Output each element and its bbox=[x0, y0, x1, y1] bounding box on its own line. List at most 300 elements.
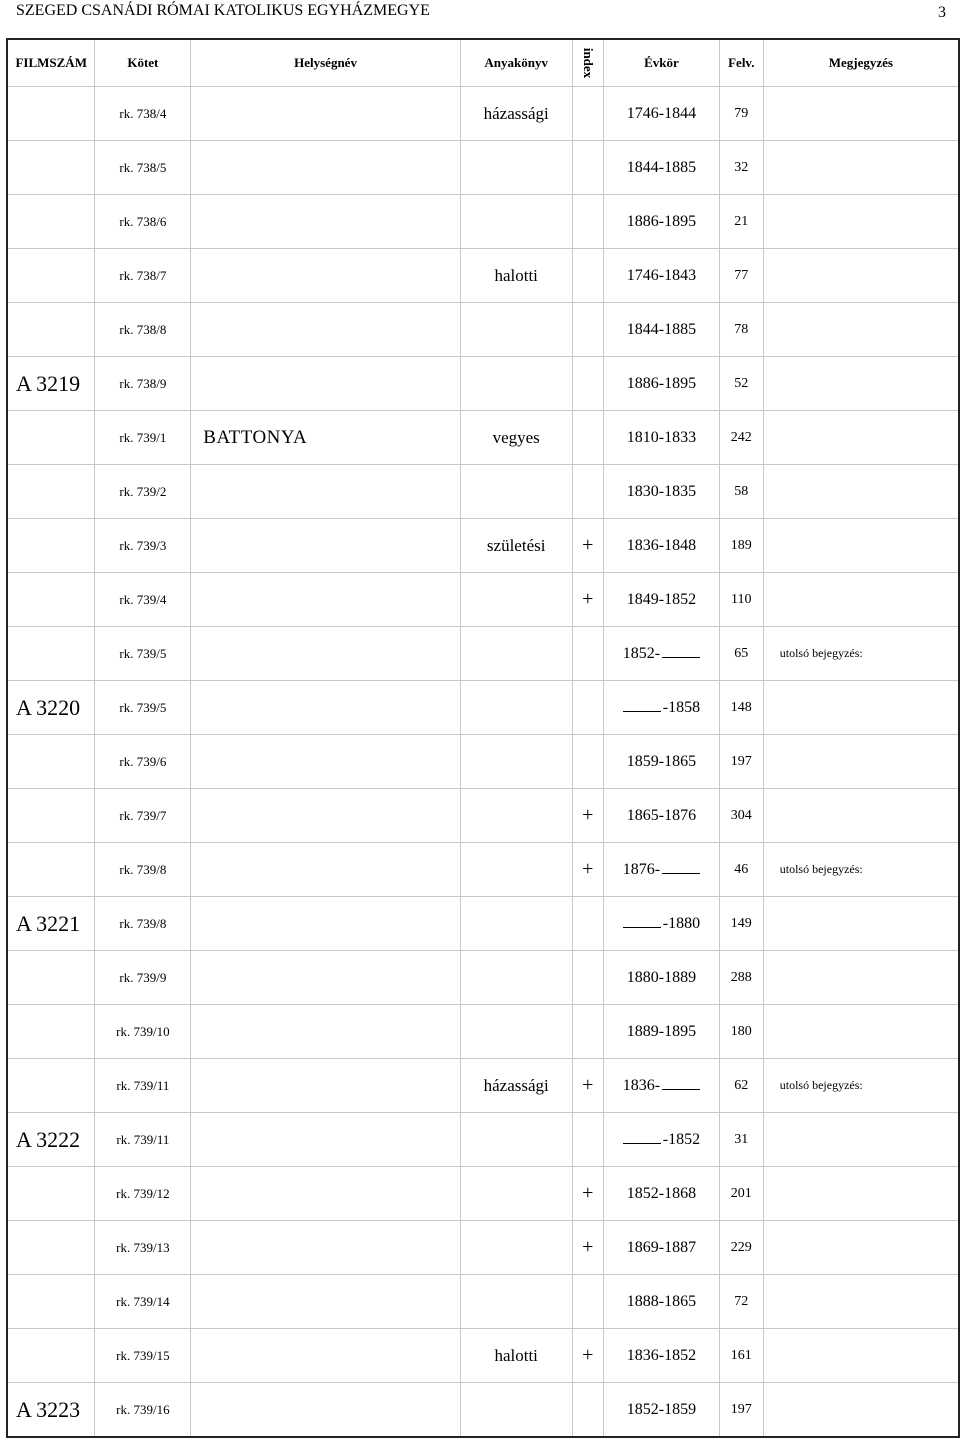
cell-index bbox=[572, 195, 603, 249]
table-row bbox=[7, 141, 959, 195]
cell-anyakonyv bbox=[460, 303, 572, 357]
cell-kotet-text: rk. 738/7 bbox=[119, 267, 167, 283]
table-row bbox=[7, 573, 959, 627]
cell-anyakonyv bbox=[460, 87, 572, 141]
col-header-felv: Felv. bbox=[719, 39, 763, 87]
cell-felv bbox=[719, 843, 763, 897]
cell-anyakonyv bbox=[460, 357, 572, 411]
cell-felv bbox=[719, 627, 763, 681]
cell-anyakonyv bbox=[460, 951, 572, 1005]
cell-megjegyzes bbox=[763, 1221, 959, 1275]
cell-evkor-text: 1830-1835 bbox=[626, 482, 697, 500]
cell-kotet-text: rk. 739/8 bbox=[119, 861, 167, 877]
cell-index bbox=[572, 1329, 603, 1383]
cell-filmszam-text: A 3221 bbox=[16, 910, 81, 936]
cell-kotet-text: rk. 739/10 bbox=[116, 1023, 170, 1039]
cell-felv bbox=[719, 303, 763, 357]
cell-kotet bbox=[95, 735, 191, 789]
cell-kotet bbox=[95, 1167, 191, 1221]
cell-felv bbox=[719, 411, 763, 465]
cell-index-text: + bbox=[582, 804, 594, 826]
cell-helysegnev bbox=[191, 249, 460, 303]
cell-felv-text: 288 bbox=[730, 969, 752, 985]
cell-index bbox=[572, 681, 603, 735]
cell-megjegyzes bbox=[763, 87, 959, 141]
cell-evkor-text: 1836-1852 bbox=[626, 1346, 697, 1364]
cell-felv-text: 72 bbox=[734, 1293, 749, 1309]
cell-felv-text: 180 bbox=[730, 1023, 752, 1039]
cell-felv-text: 148 bbox=[730, 699, 752, 715]
cell-index bbox=[572, 627, 603, 681]
cell-helysegnev bbox=[191, 897, 460, 951]
cell-anyakonyv bbox=[460, 1329, 572, 1383]
cell-evkor bbox=[603, 141, 719, 195]
cell-felv-text: 52 bbox=[734, 375, 749, 391]
cell-anyakonyv-text: halotti bbox=[494, 1345, 538, 1365]
cell-evkor-text: 1886-1895 bbox=[626, 212, 697, 230]
table-row bbox=[7, 1167, 959, 1221]
cell-felv bbox=[719, 1329, 763, 1383]
cell-felv bbox=[719, 1113, 763, 1167]
cell-anyakonyv bbox=[460, 735, 572, 789]
col-header-megjegyzes: Megjegyzés bbox=[763, 39, 959, 87]
col-header-helysegnev: Helységnév bbox=[191, 39, 460, 87]
table-row bbox=[7, 897, 959, 951]
cell-kotet bbox=[95, 897, 191, 951]
cell-helysegnev bbox=[191, 519, 460, 573]
cell-index bbox=[572, 1275, 603, 1329]
cell-filmszam bbox=[7, 519, 95, 573]
cell-kotet bbox=[95, 1275, 191, 1329]
cell-felv-text: 242 bbox=[730, 429, 752, 445]
cell-evkor bbox=[603, 681, 719, 735]
cell-helysegnev bbox=[191, 141, 460, 195]
cell-megjegyzes bbox=[763, 249, 959, 303]
cell-helysegnev bbox=[191, 1167, 460, 1221]
cell-felv bbox=[719, 1167, 763, 1221]
cell-megjegyzes bbox=[763, 411, 959, 465]
cell-anyakonyv bbox=[460, 1113, 572, 1167]
cell-anyakonyv-text: vegyes bbox=[492, 427, 540, 447]
cell-filmszam bbox=[7, 735, 95, 789]
table-row bbox=[7, 1059, 959, 1113]
table-row bbox=[7, 1329, 959, 1383]
cell-helysegnev bbox=[191, 573, 460, 627]
cell-evkor-text: 1810-1833 bbox=[626, 428, 697, 446]
cell-helysegnev bbox=[191, 1275, 460, 1329]
cell-felv bbox=[719, 951, 763, 1005]
cell-index bbox=[572, 843, 603, 897]
table-row bbox=[7, 951, 959, 1005]
cell-helysegnev bbox=[191, 87, 460, 141]
cell-felv-text: 46 bbox=[734, 861, 749, 877]
cell-kotet bbox=[95, 789, 191, 843]
cell-filmszam bbox=[7, 303, 95, 357]
cell-evkor bbox=[603, 843, 719, 897]
cell-anyakonyv bbox=[460, 1383, 572, 1438]
cell-index bbox=[572, 1059, 603, 1113]
cell-filmszam bbox=[7, 141, 95, 195]
cell-megjegyzes bbox=[763, 627, 959, 681]
cell-anyakonyv bbox=[460, 141, 572, 195]
cell-evkor bbox=[603, 1221, 719, 1275]
table-row bbox=[7, 1275, 959, 1329]
cell-megjegyzes bbox=[763, 573, 959, 627]
cell-kotet-text: rk. 739/4 bbox=[119, 591, 167, 607]
cell-felv-text: 77 bbox=[734, 267, 749, 283]
cell-evkor-text: 1889-1895 bbox=[626, 1022, 697, 1040]
cell-helysegnev bbox=[191, 1113, 460, 1167]
cell-anyakonyv bbox=[460, 843, 572, 897]
table-row bbox=[7, 465, 959, 519]
cell-evkor bbox=[603, 87, 719, 141]
col-header-filmszam: FILMSZÁM bbox=[7, 39, 95, 87]
cell-evkor bbox=[603, 1329, 719, 1383]
cell-megjegyzes bbox=[763, 897, 959, 951]
cell-anyakonyv bbox=[460, 1167, 572, 1221]
cell-felv bbox=[719, 1221, 763, 1275]
cell-kotet bbox=[95, 627, 191, 681]
cell-megjegyzes bbox=[763, 303, 959, 357]
cell-filmszam bbox=[7, 681, 95, 735]
cell-index-text: + bbox=[582, 1074, 594, 1096]
cell-evkor-text: 1746-1843 bbox=[626, 266, 697, 284]
cell-felv bbox=[719, 519, 763, 573]
blank-line bbox=[662, 1088, 700, 1090]
cell-index bbox=[572, 789, 603, 843]
cell-megjegyzes bbox=[763, 195, 959, 249]
cell-anyakonyv bbox=[460, 465, 572, 519]
table-row bbox=[7, 1005, 959, 1059]
cell-evkor-text: 1869-1887 bbox=[626, 1238, 697, 1256]
cell-index bbox=[572, 411, 603, 465]
cell-felv bbox=[719, 573, 763, 627]
cell-felv-text: 197 bbox=[730, 1401, 752, 1417]
col-header-evkor: Évkör bbox=[603, 39, 719, 87]
cell-kotet-text: rk. 739/8 bbox=[119, 915, 167, 931]
cell-filmszam bbox=[7, 1221, 95, 1275]
cell-filmszam bbox=[7, 1383, 95, 1438]
cell-anyakonyv bbox=[460, 1221, 572, 1275]
cell-helysegnev bbox=[191, 411, 460, 465]
cell-felv-text: 201 bbox=[730, 1185, 752, 1201]
table-row bbox=[7, 87, 959, 141]
cell-kotet-text: rk. 739/5 bbox=[119, 645, 167, 661]
cell-helysegnev bbox=[191, 735, 460, 789]
cell-kotet-text: rk. 739/3 bbox=[119, 537, 167, 553]
cell-felv bbox=[719, 789, 763, 843]
col-header-kotet: Kötet bbox=[95, 39, 191, 87]
cell-felv bbox=[719, 1059, 763, 1113]
cell-felv bbox=[719, 357, 763, 411]
table-row bbox=[7, 1221, 959, 1275]
cell-felv bbox=[719, 465, 763, 519]
table-row bbox=[7, 681, 959, 735]
col-header-anyakonyv: Anyakönyv bbox=[460, 39, 572, 87]
cell-index bbox=[572, 1005, 603, 1059]
cell-evkor bbox=[603, 951, 719, 1005]
blank-line bbox=[623, 926, 661, 928]
cell-filmszam bbox=[7, 789, 95, 843]
cell-evkor bbox=[603, 519, 719, 573]
cell-megjegyzes-text: utolsó bejegyzés: bbox=[779, 646, 863, 660]
cell-kotet bbox=[95, 303, 191, 357]
cell-filmszam bbox=[7, 1059, 95, 1113]
cell-felv-text: 32 bbox=[734, 159, 749, 175]
cell-felv-text: 62 bbox=[734, 1077, 749, 1093]
cell-filmszam bbox=[7, 1167, 95, 1221]
cell-filmszam bbox=[7, 1113, 95, 1167]
cell-megjegyzes bbox=[763, 357, 959, 411]
cell-felv-text: 110 bbox=[731, 591, 752, 607]
cell-kotet bbox=[95, 411, 191, 465]
cell-kotet-text: rk. 739/2 bbox=[119, 483, 167, 499]
table-row bbox=[7, 357, 959, 411]
cell-index bbox=[572, 951, 603, 1005]
cell-anyakonyv bbox=[460, 249, 572, 303]
cell-felv bbox=[719, 87, 763, 141]
cell-kotet-text: rk. 738/6 bbox=[119, 213, 167, 229]
cell-filmszam bbox=[7, 627, 95, 681]
cell-filmszam-text: A 3220 bbox=[16, 694, 81, 720]
cell-felv bbox=[719, 1275, 763, 1329]
cell-kotet bbox=[95, 465, 191, 519]
cell-kotet bbox=[95, 843, 191, 897]
cell-felv-text: 304 bbox=[730, 807, 752, 823]
cell-index-text: + bbox=[582, 1344, 594, 1366]
cell-kotet-text: rk. 739/11 bbox=[116, 1131, 170, 1147]
cell-evkor bbox=[603, 1275, 719, 1329]
cell-megjegyzes-text: utolsó bejegyzés: bbox=[779, 1078, 863, 1092]
cell-megjegyzes bbox=[763, 519, 959, 573]
cell-index-text: + bbox=[582, 588, 594, 610]
cell-evkor bbox=[603, 1383, 719, 1438]
cell-kotet-text: rk. 739/15 bbox=[116, 1347, 170, 1363]
blank-line bbox=[623, 710, 661, 712]
cell-filmszam-text: A 3223 bbox=[16, 1396, 81, 1422]
table-row bbox=[7, 789, 959, 843]
cell-filmszam bbox=[7, 195, 95, 249]
cell-anyakonyv bbox=[460, 681, 572, 735]
cell-helysegnev bbox=[191, 1383, 460, 1438]
cell-megjegyzes bbox=[763, 1059, 959, 1113]
cell-helysegnev-text: BATTONYA bbox=[203, 426, 308, 448]
cell-anyakonyv-text: házassági bbox=[483, 103, 549, 123]
table-row bbox=[7, 843, 959, 897]
cell-evkor bbox=[603, 789, 719, 843]
cell-evkor-text: 1865-1876 bbox=[626, 806, 697, 824]
cell-evkor-text: 1859-1865 bbox=[626, 752, 697, 770]
cell-kotet bbox=[95, 141, 191, 195]
col-header-index-label: index bbox=[580, 47, 596, 79]
cell-kotet bbox=[95, 249, 191, 303]
cell-megjegyzes bbox=[763, 1329, 959, 1383]
cell-felv bbox=[719, 141, 763, 195]
cell-index bbox=[572, 303, 603, 357]
cell-evkor-text: -1880 bbox=[662, 914, 701, 932]
cell-megjegyzes bbox=[763, 1383, 959, 1438]
cell-anyakonyv bbox=[460, 519, 572, 573]
cell-megjegyzes bbox=[763, 843, 959, 897]
cell-kotet-text: rk. 738/9 bbox=[119, 375, 167, 391]
table-row bbox=[7, 195, 959, 249]
cell-kotet-text: rk. 739/9 bbox=[119, 969, 167, 985]
cell-felv bbox=[719, 195, 763, 249]
cell-filmszam bbox=[7, 87, 95, 141]
cell-kotet-text: rk. 739/5 bbox=[119, 699, 167, 715]
cell-evkor-text: 1849-1852 bbox=[626, 590, 697, 608]
cell-felv bbox=[719, 1383, 763, 1438]
cell-megjegyzes-text: utolsó bejegyzés: bbox=[779, 862, 863, 876]
cell-megjegyzes bbox=[763, 951, 959, 1005]
cell-evkor-text: 1746-1844 bbox=[626, 104, 697, 122]
cell-filmszam-text: A 3222 bbox=[16, 1126, 81, 1152]
cell-evkor-text: 1844-1885 bbox=[626, 320, 697, 338]
table-row bbox=[7, 519, 959, 573]
cell-kotet-text: rk. 738/5 bbox=[119, 159, 167, 175]
cell-helysegnev bbox=[191, 303, 460, 357]
cell-index bbox=[572, 1113, 603, 1167]
cell-evkor bbox=[603, 411, 719, 465]
cell-index bbox=[572, 1221, 603, 1275]
cell-evkor bbox=[603, 1113, 719, 1167]
cell-felv bbox=[719, 249, 763, 303]
cell-filmszam bbox=[7, 1005, 95, 1059]
cell-filmszam-text: A 3219 bbox=[16, 370, 81, 396]
cell-evkor-text: 1836-1848 bbox=[626, 536, 697, 554]
cell-index bbox=[572, 141, 603, 195]
cell-kotet-text: rk. 739/16 bbox=[116, 1401, 170, 1417]
cell-index bbox=[572, 1383, 603, 1438]
blank-line bbox=[662, 872, 700, 874]
cell-evkor bbox=[603, 735, 719, 789]
cell-evkor-text: -1858 bbox=[662, 698, 701, 716]
page-header bbox=[0, 0, 960, 38]
cell-felv-text: 189 bbox=[730, 537, 752, 553]
cell-evkor bbox=[603, 303, 719, 357]
cell-felv bbox=[719, 897, 763, 951]
cell-evkor-text: 1852- bbox=[622, 644, 661, 662]
cell-filmszam bbox=[7, 411, 95, 465]
cell-felv-text: 149 bbox=[730, 915, 752, 931]
cell-anyakonyv bbox=[460, 789, 572, 843]
cell-felv bbox=[719, 735, 763, 789]
cell-kotet-text: rk. 739/12 bbox=[116, 1185, 170, 1201]
table-header-row bbox=[7, 39, 959, 87]
cell-filmszam bbox=[7, 843, 95, 897]
cell-felv bbox=[719, 1005, 763, 1059]
cell-filmszam bbox=[7, 357, 95, 411]
cell-felv bbox=[719, 681, 763, 735]
cell-megjegyzes bbox=[763, 1275, 959, 1329]
blank-line bbox=[662, 656, 700, 658]
cell-evkor bbox=[603, 1005, 719, 1059]
cell-kotet-text: rk. 738/8 bbox=[119, 321, 167, 337]
cell-index bbox=[572, 465, 603, 519]
cell-megjegyzes bbox=[763, 141, 959, 195]
cell-evkor-text: 1836- bbox=[622, 1076, 661, 1094]
cell-megjegyzes bbox=[763, 1167, 959, 1221]
table-body bbox=[7, 87, 959, 1438]
cell-evkor bbox=[603, 357, 719, 411]
cell-index bbox=[572, 357, 603, 411]
cell-kotet-text: rk. 739/13 bbox=[116, 1239, 170, 1255]
cell-index bbox=[572, 573, 603, 627]
table-row bbox=[7, 1383, 959, 1438]
cell-anyakonyv-text: születési bbox=[486, 535, 546, 555]
cell-evkor bbox=[603, 465, 719, 519]
cell-kotet bbox=[95, 519, 191, 573]
cell-index bbox=[572, 897, 603, 951]
cell-megjegyzes bbox=[763, 735, 959, 789]
cell-anyakonyv bbox=[460, 195, 572, 249]
cell-evkor bbox=[603, 195, 719, 249]
cell-megjegyzes bbox=[763, 465, 959, 519]
table-row bbox=[7, 1113, 959, 1167]
cell-kotet bbox=[95, 87, 191, 141]
cell-evkor-text: 1880-1889 bbox=[626, 968, 697, 986]
cell-index-text: + bbox=[582, 534, 594, 556]
cell-felv-text: 31 bbox=[734, 1131, 749, 1147]
cell-helysegnev bbox=[191, 789, 460, 843]
cell-kotet bbox=[95, 681, 191, 735]
table-row bbox=[7, 249, 959, 303]
cell-filmszam bbox=[7, 897, 95, 951]
cell-filmszam bbox=[7, 465, 95, 519]
cell-felv-text: 229 bbox=[730, 1239, 752, 1255]
cell-helysegnev bbox=[191, 465, 460, 519]
table-row bbox=[7, 735, 959, 789]
cell-felv-text: 161 bbox=[730, 1347, 752, 1363]
cell-kotet bbox=[95, 1113, 191, 1167]
table-row bbox=[7, 303, 959, 357]
cell-evkor bbox=[603, 573, 719, 627]
cell-anyakonyv bbox=[460, 411, 572, 465]
cell-kotet bbox=[95, 1329, 191, 1383]
blank-line bbox=[623, 1142, 661, 1144]
cell-kotet bbox=[95, 573, 191, 627]
cell-felv-text: 65 bbox=[734, 645, 749, 661]
cell-evkor-text: 1852-1868 bbox=[626, 1184, 697, 1202]
cell-kotet bbox=[95, 1383, 191, 1438]
cell-filmszam bbox=[7, 1329, 95, 1383]
cell-felv-text: 79 bbox=[734, 105, 749, 121]
cell-helysegnev bbox=[191, 1221, 460, 1275]
cell-helysegnev bbox=[191, 1005, 460, 1059]
cell-megjegyzes bbox=[763, 681, 959, 735]
cell-anyakonyv bbox=[460, 627, 572, 681]
cell-helysegnev bbox=[191, 1329, 460, 1383]
cell-felv-text: 58 bbox=[734, 483, 749, 499]
document-title: SZEGED CSANÁDI RÓMAI KATOLIKUS EGYHÁZMEGYE bbox=[16, 2, 430, 19]
cell-anyakonyv-text: halotti bbox=[494, 265, 538, 285]
cell-kotet-text: rk. 739/1 bbox=[119, 429, 167, 445]
cell-megjegyzes bbox=[763, 789, 959, 843]
cell-anyakonyv bbox=[460, 897, 572, 951]
cell-kotet-text: rk. 739/14 bbox=[116, 1293, 170, 1309]
cell-evkor bbox=[603, 627, 719, 681]
table-row bbox=[7, 627, 959, 681]
cell-kotet bbox=[95, 357, 191, 411]
col-header-index bbox=[572, 39, 603, 87]
cell-index bbox=[572, 735, 603, 789]
cell-anyakonyv bbox=[460, 1275, 572, 1329]
cell-kotet bbox=[95, 1005, 191, 1059]
cell-index-text: + bbox=[582, 1182, 594, 1204]
cell-filmszam bbox=[7, 573, 95, 627]
cell-index bbox=[572, 1167, 603, 1221]
cell-evkor bbox=[603, 1167, 719, 1221]
